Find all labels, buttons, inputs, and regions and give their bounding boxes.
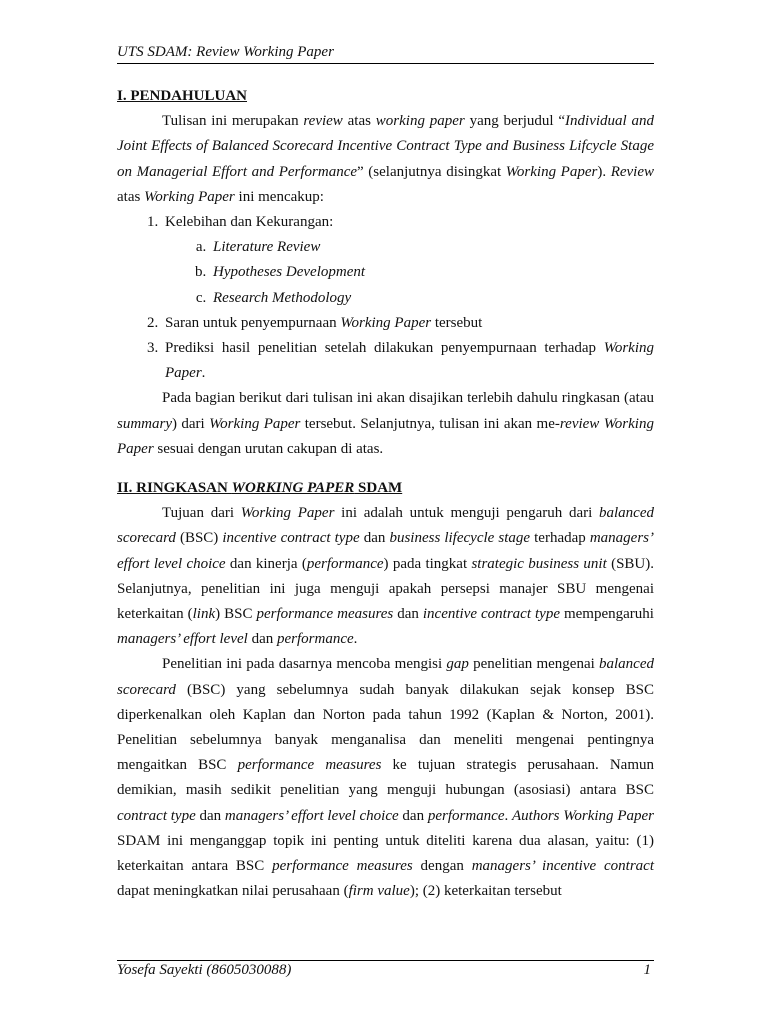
list-item: 1. Kelebihan dan Kekurangan: a. Literature Review b. Hypotheses Development c. Research Methodology	[162, 210, 654, 311]
list-item: 3. Prediksi hasil penelitian setelah dilakukan penyempurnaan terhadap Working Paper.	[162, 336, 654, 386]
document-body	[117, 84, 654, 905]
list-item: b. Hypotheses Development	[210, 260, 654, 285]
list-item: c. Research Methodology	[210, 286, 654, 311]
scope-list	[117, 210, 654, 386]
list-item: a. Literature Review	[210, 235, 654, 260]
section-2-heading: II. RINGKASAN WORKING PAPER SDAM	[117, 480, 403, 497]
section-2-paragraph-1: Tujuan dari Working Paper ini adalah untuk menguji pengaruh dari balanced scorecard (BSC) incentive contract type dan business lifecycle stage terhadap managers’ effort level choice dan kinerja (performance) pada tingkat strategic business unit (SBU). Selanjutnya, penelitian ini juga menguji apakah persepsi manajer SBU mengenai keterkaitan (link) BSC performance measures dan incentive contract type mempengaruhi managers’ effort level dan performance.	[117, 505, 655, 648]
page-number: 1	[643, 962, 651, 978]
page-footer	[117, 962, 654, 979]
header-divider	[117, 63, 654, 64]
footer-divider	[117, 960, 654, 961]
section-spacer	[117, 462, 654, 476]
footer-author: Yosefa Sayekti (8605030088)	[117, 962, 292, 978]
section-1-heading: I. PENDAHULUAN	[117, 88, 248, 104]
section-1-paragraph-2: Pada bagian berikut dari tulisan ini akan disajikan terlebih dahulu ringkasan (atau summary) dari Working Paper tersebut. Selanjutnya, tulisan ini akan me-review Working Paper sesuai dengan urutan cakupan di atas.	[117, 390, 654, 457]
sub-list	[165, 235, 654, 311]
section-1-paragraph-1: Tulisan ini merupakan review atas working paper yang berjudul “Individual and Joint Effects of Balanced Scorecard Incentive Contract Type and Business Lifcycle Stage on Managerial Effort and Performance” (selanjutnya disingkat Working Paper). Review atas Working Paper ini mencakup:	[117, 113, 655, 205]
list-item: 2. Saran untuk penyempurnaan Working Paper tersebut	[162, 311, 654, 336]
page-header: UTS SDAM: Review Working Paper	[117, 44, 334, 60]
section-2-paragraph-2: Penelitian ini pada dasarnya mencoba mengisi gap penelitian mengenai balanced scorecard (BSC) yang sebelumnya sudah banyak dilakukan sejak konsep BSC diperkenalkan oleh Kaplan dan Norton pada tahun 1992 (Kaplan & Norton, 2001). Penelitian sebelumnya banyak menganalisa dan meneliti mengenai pentingnya mengaitkan BSC performance measures ke tujuan strategis perusahaan. Namun demikian, masih sedikit penelitian yang menguji hubungan (asosiasi) antara BSC contract type dan managers’ effort level choice dan performance. Authors Working Paper SDAM ini menganggap topik ini penting untuk diteliti karena dua alasan, yaitu: (1) keterkaitan antara BSC performance measures dengan managers’ incentive contract dapat meningkatkan nilai perusahaan (firm value); (2) keterkaitan tersebut	[117, 656, 655, 900]
